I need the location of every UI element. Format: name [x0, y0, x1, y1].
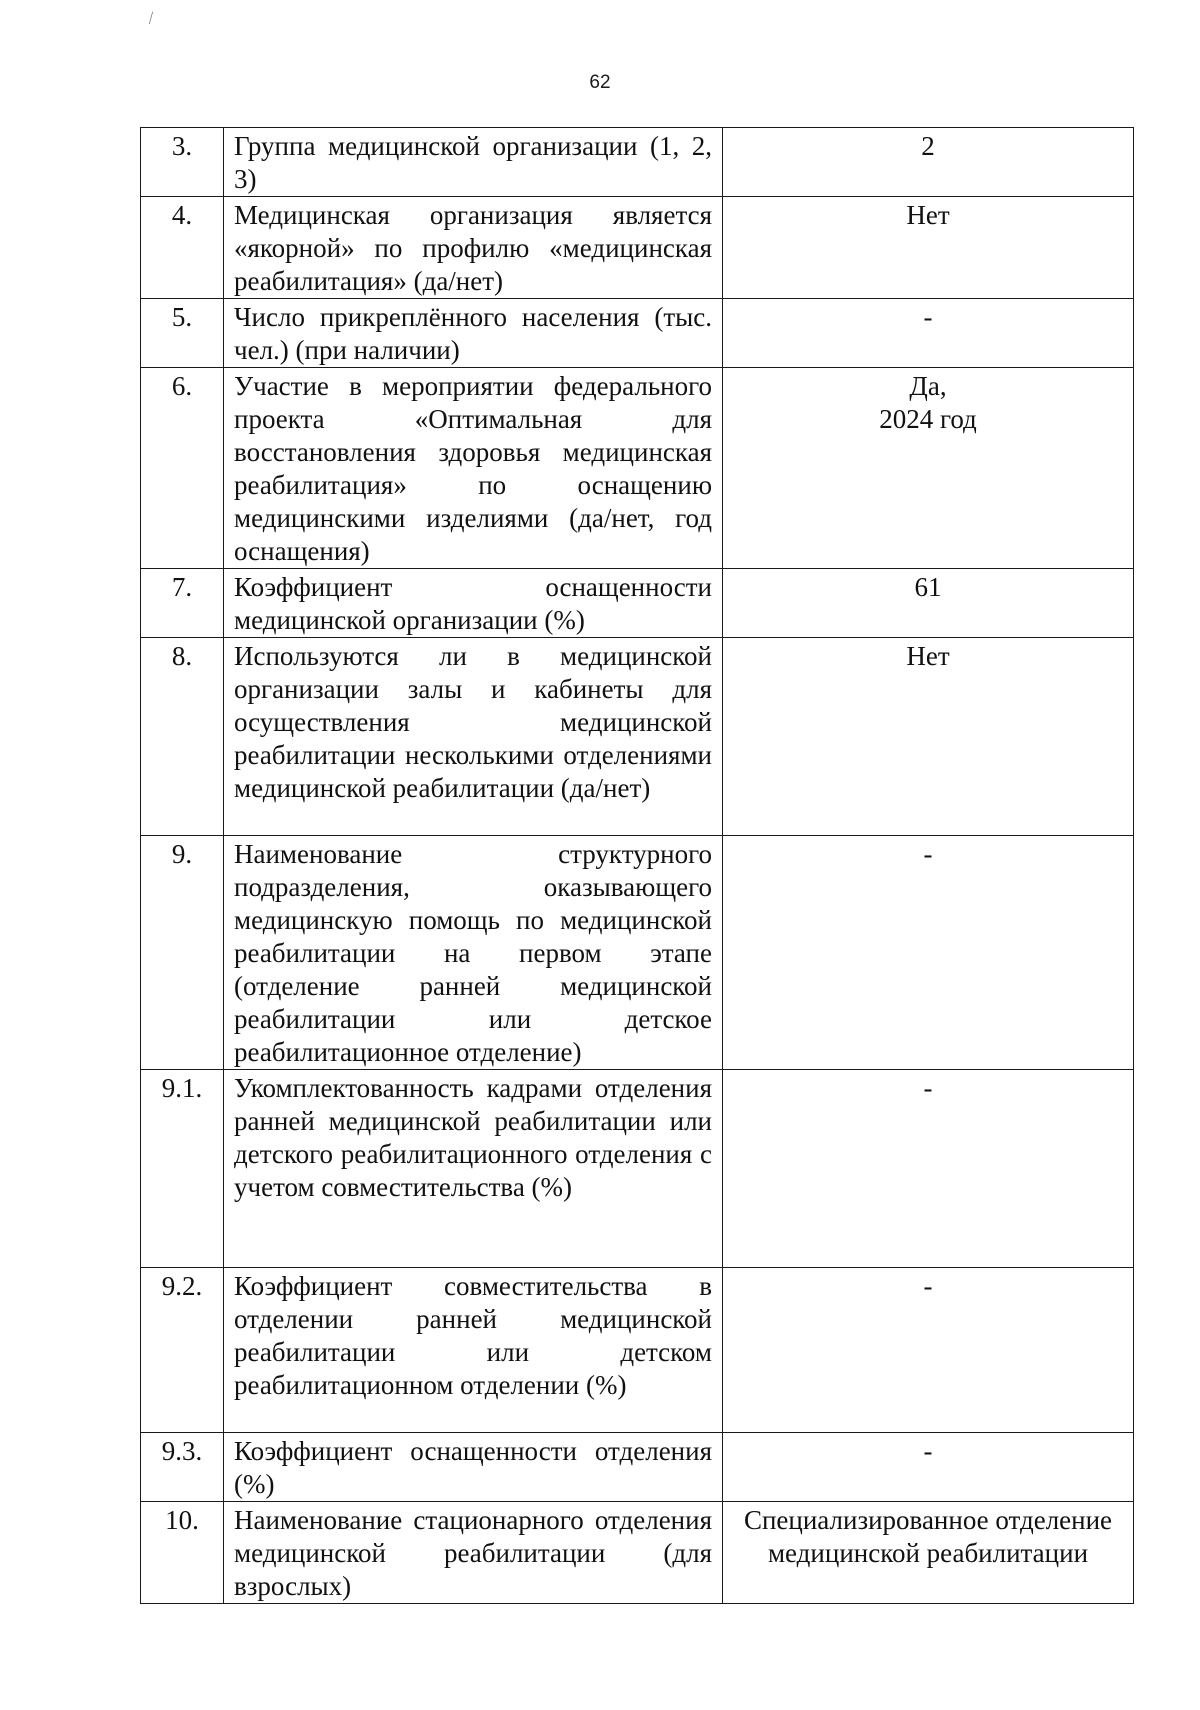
row-number: 9.: [141, 836, 224, 1070]
row-number: 9.2.: [141, 1268, 224, 1433]
table-row: [141, 638, 1134, 836]
row-value: Специализированное отделение медицинской реабилитации: [723, 1502, 1134, 1604]
row-description: Укомплектованность кадрами отделения ранней медицинской реабилитации или детского реабилитационного отделения с учетом совместительства (%): [224, 1070, 723, 1268]
row-value: 61: [723, 569, 1134, 638]
row-number: 7.: [141, 569, 224, 638]
row-value: -: [723, 1433, 1134, 1502]
table-row: [141, 299, 1134, 368]
row-value: -: [723, 836, 1134, 1070]
row-value: [723, 368, 1134, 569]
table-row: [141, 368, 1134, 569]
row-description: Медицинская организация является «якорной» по профилю «медицинская реабилитация» (да/нет): [224, 197, 723, 299]
row-number: 10.: [141, 1502, 224, 1604]
row-description: Число прикреплённого населения (тыс. чел.) (при наличии): [224, 299, 723, 368]
row-description: Наименование структурного подразделения, оказывающего медицинскую помощь по медицинской реабилитации на первом этапе (отделение ранней медицинской реабилитации или детское реабилитационное отделение): [224, 836, 723, 1070]
table-row: [141, 1268, 1134, 1433]
row-number: 3.: [141, 128, 224, 197]
row-value-year: 2024 год: [879, 404, 977, 434]
row-number: 8.: [141, 638, 224, 836]
row-number: 9.1.: [141, 1070, 224, 1268]
row-number: 9.3.: [141, 1433, 224, 1502]
row-value: Нет: [723, 638, 1134, 836]
row-value: Нет: [723, 197, 1134, 299]
row-number: 5.: [141, 299, 224, 368]
table-row: [141, 836, 1134, 1070]
table-row: [141, 128, 1134, 197]
row-description: Коэффициент совместительства в отделении ранней медицинской реабилитации или детском реабилитационном отделении (%): [224, 1268, 723, 1433]
page-number: 62: [589, 72, 611, 93]
row-value: -: [723, 1070, 1134, 1268]
row-value: -: [723, 1268, 1134, 1433]
scan-mark: ⁄: [147, 10, 156, 27]
table-row: [141, 1502, 1134, 1604]
row-description: Группа медицинской организации (1, 2, 3): [224, 128, 723, 197]
row-value-line: Да,: [909, 371, 947, 401]
table-row: [141, 569, 1134, 638]
table-row: [141, 197, 1134, 299]
row-description: Коэффициент оснащенности медицинской организации (%): [224, 569, 723, 638]
table-row: [141, 1433, 1134, 1502]
row-number: 4.: [141, 197, 224, 299]
row-description: Используются ли в медицинской организации залы и кабинеты для осуществления медицинской реабилитации несколькими отделениями медицинской реабилитации (да/нет): [224, 638, 723, 836]
row-description: Участие в мероприятии федерального проекта «Оптимальная для восстановления здоровья медицинская реабилитация» по оснащению медицинскими изделиями (да/нет, год оснащения): [224, 368, 723, 569]
row-description: Наименование стационарного отделения медицинской реабилитации (для взрослых): [224, 1502, 723, 1604]
row-number: 6.: [141, 368, 224, 569]
indicator-table: [140, 127, 1134, 1604]
row-description: Коэффициент оснащенности отделения (%): [224, 1433, 723, 1502]
table-row: [141, 1070, 1134, 1268]
row-value: 2: [723, 128, 1134, 197]
row-value: -: [723, 299, 1134, 368]
